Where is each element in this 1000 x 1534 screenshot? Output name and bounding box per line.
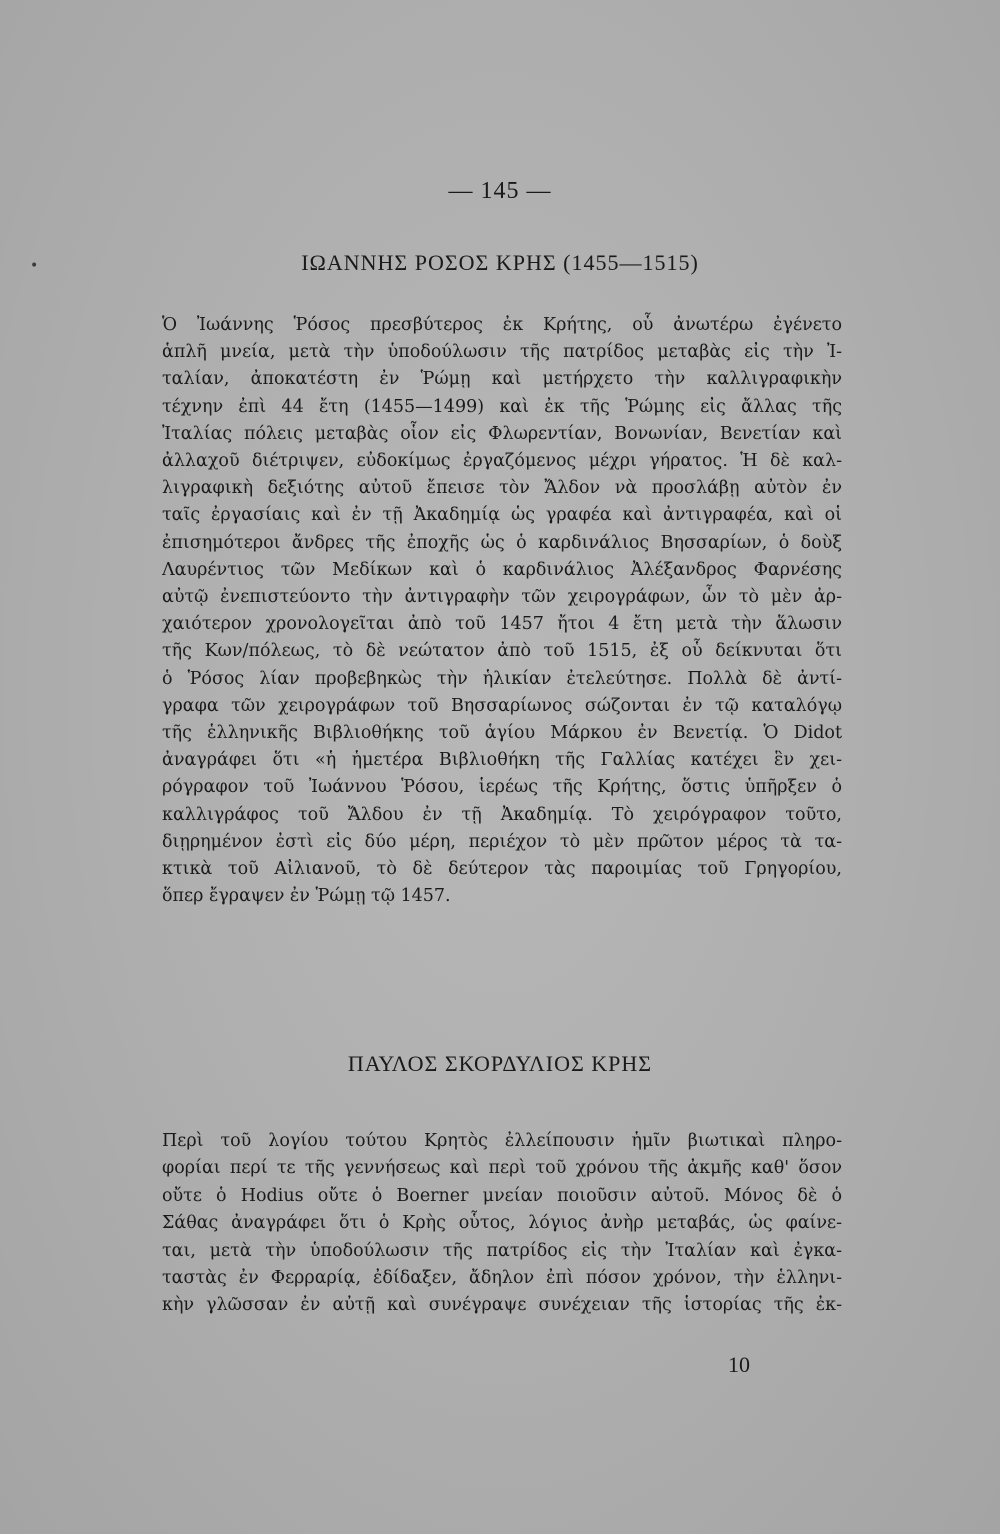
text-line: Ὁ Ἰωάννης Ῥόσος πρεσβύτερος ἐκ Κρήτης, οὗ ἀνωτέρω ἐγένετο (162, 315, 842, 335)
section-title-rosos: ΙΩΑΝΝΗΣ ΡΟΣΟΣ ΚΡΗΣ (1455—1515) (301, 250, 699, 275)
text-line: ἀλλαχοῦ διέτριψεν, εὐδοκίμως ἐργαζόμενος μέχρι γήρατος. Ἡ δὲ καλ- (162, 451, 842, 472)
signature-mark: 10 (728, 1352, 750, 1377)
text-line: αὐτῷ ἐνεπιστεύοντο τὴν ἀντιγραφὴν τῶν χειρογράφων, ὧν τὸ μὲν ἀρ- (162, 587, 842, 608)
text-line: ταστὰς ἐν Φερραρίᾳ, ἐδίδαξεν, ἄδηλον ἐπὶ πόσον χρόνον, τὴν ἑλληνι- (162, 1268, 842, 1289)
text-line: τέχνην ἐπὶ 44 ἔτη (1455—1499) καὶ ἐκ τῆς Ῥώμης εἰς ἄλλας τῆς (162, 396, 842, 417)
text-line: οὔτε ὁ Hodius οὔτε ὁ Boerner μνείαν ποιοῦσιν αὐτοῦ. Μόνος δὲ ὁ (162, 1185, 842, 1206)
text-line: φορίαι περί τε τῆς γεννήσεως καὶ περὶ τοῦ χρόνου τῆς ἀκμῆς καθ' ὅσον (162, 1158, 842, 1179)
text-line: ρόγραφον τοῦ Ἰωάννου Ῥόσου, ἱερέως τῆς Κρήτης, ὅστις ὑπῆρξεν ὁ (162, 777, 842, 798)
text-line: κτικὰ τοῦ Αἰλιανοῦ, τὸ δὲ δεύτερον τὰς παροιμίας τοῦ Γρηγορίου, (162, 859, 842, 880)
text-line: Ἰταλίας πόλεις μεταβὰς οἷον εἰς Φλωρεντίαν, Βονωνίαν, Βενετίαν καὶ (162, 423, 842, 444)
text-line: τῆς ἑλληνικῆς Βιβλιοθήκης τοῦ ἁγίου Μάρκου ἐν Βενετίᾳ. Ὁ Didot (162, 723, 842, 744)
page-number: — 145 — (448, 178, 552, 204)
text-line: Λαυρέντιος τῶν Μεδίκων καὶ ὁ καρδινάλιος Ἀλέξανδρος Φαρνέσης (162, 559, 842, 580)
text-line: ταλίαν, ἀποκατέστη ἐν Ῥώμῃ καὶ μετήρχετο τὴν καλλιγραφικὴν (162, 369, 842, 390)
text-line: κὴν γλῶσσαν ἐν αὐτῇ καὶ συνέγραψε συνέχειαν τῆς ἱστορίας τῆς ἐκ- (162, 1295, 842, 1316)
text-line: ται, μετὰ τὴν ὑποδούλωσιν τῆς πατρίδος εἰς τὴν Ἰταλίαν καὶ ἐγκα- (162, 1240, 842, 1261)
text-line: καλλιγράφος τοῦ Ἄλδου ἐν τῇ Ἀκαδημίᾳ. Τὸ χειρόγραφον τοῦτο, (162, 804, 842, 825)
section-title-skordylios: ΠΑΥΛΟΣ ΣΚΟΡΔΥΛΙΟΣ ΚΡΗΣ (347, 1051, 653, 1076)
text-line: ἁπλῆ μνεία, μετὰ τὴν ὑποδούλωσιν τῆς πατρίδος μεταβὰς εἰς τὴν Ἰ- (162, 342, 842, 363)
text-line: λιγραφικὴ δεξιότης αὐτοῦ ἔπεισε τὸν Ἄλδον νὰ προσλάβῃ αὐτὸν ἐν (162, 478, 842, 499)
section-body-rosos (162, 312, 842, 910)
text-line: χαιότερον χρονολογεῖται ἀπὸ τοῦ 1457 ἤτοι 4 ἔτη μετὰ τὴν ἅλωσιν (162, 614, 842, 635)
text-line: τῆς Κων/πόλεως, τὸ δὲ νεώτατον ἀπὸ τοῦ 1515, ἐξ οὗ δείκνυται ὅτι (162, 641, 842, 662)
text-line: ταῖς ἐργασίαις καὶ ἐν τῇ Ἀκαδημίᾳ ὡς γραφέα καὶ ἀντιγραφέα, καὶ οἱ (162, 505, 842, 526)
text-line: ὅπερ ἔγραψεν ἐν Ῥώμῃ τῷ 1457. (162, 886, 451, 907)
margin-bullet: • (30, 258, 39, 274)
text-line: ὁ Ῥόσος λίαν προβεβηκὼς τὴν ἡλικίαν ἐτελεύτησε. Πολλὰ δὲ ἀντί- (162, 668, 842, 689)
text-line: γραφα τῶν χειρογράφων τοῦ Βησσαρίωνος σώζονται ἐν τῷ καταλόγῳ (162, 695, 842, 716)
section-body-skordylios (162, 1128, 842, 1320)
text-line: ἀναγράφει ὅτι «ἡ ἡμετέρα Βιβλιοθήκη τῆς Γαλλίας κατέχει ἓν χει- (162, 750, 842, 771)
text-line: διῃρημένον ἐστὶ εἰς δύο μέρη, περιέχον τὸ μὲν πρῶτον μέρος τὰ τα- (162, 831, 842, 852)
text-line: ἐπισημότεροι ἄνδρες τῆς ἐποχῆς ὡς ὁ καρδινάλιος Βησσαρίων, ὁ δοὺξ (162, 532, 842, 553)
text-line: Σάθας ἀναγράφει ὅτι ὁ Κρὴς οὗτος, λόγιος ἀνὴρ μεταβάς, ὡς φαίνε- (162, 1213, 842, 1234)
text-line: Περὶ τοῦ λογίου τούτου Κρητὸς ἐλλείπουσιν ἡμῖν βιωτικαὶ πληρο- (162, 1131, 842, 1151)
